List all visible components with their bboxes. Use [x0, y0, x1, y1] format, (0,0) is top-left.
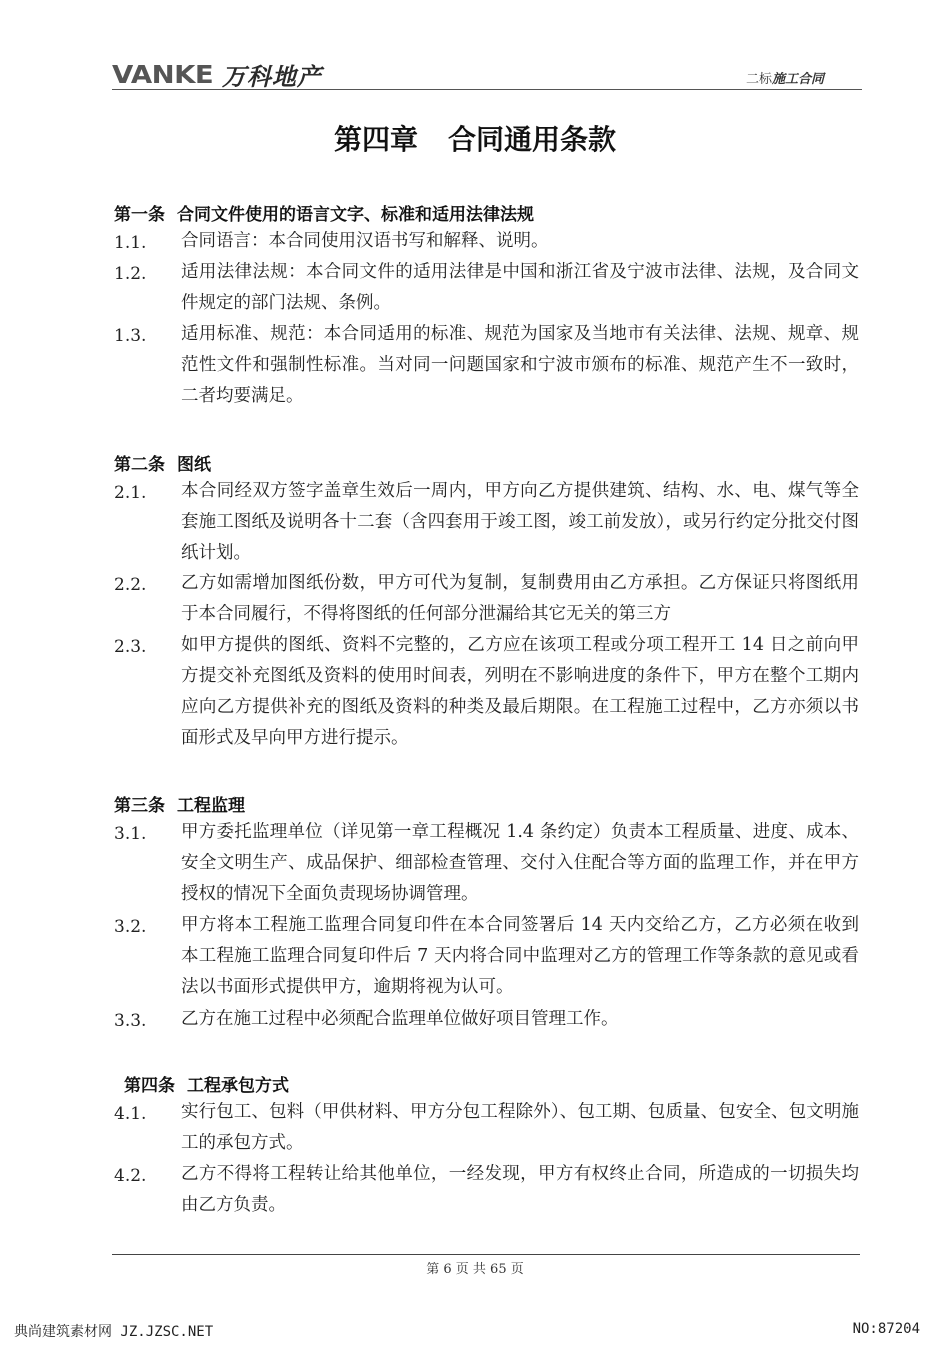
vanke-logo: [112, 59, 322, 91]
article-title: 合同文件使用的语言文字、标准和适用法律法规: [177, 205, 534, 225]
clause-text: 适用标准、规范：本合同适用的标准、规范为国家及当地市有关法律、法规、规章、规范性文件和强制性标准。当对同一问题国家和宁波市颁布的标准、规范产生不一致时，二者均要满足。: [181, 324, 859, 406]
clause-text: 甲方将本工程施工监理合同复印件在本合同签署后 14 天内交给乙方，乙方必须在收到本工程施工监理合同复印件后 7 天内将合同中监理对乙方的管理工作等条款的意见或看法以书面形式提供甲方，逾期将视为认可。: [181, 915, 859, 997]
clause-number: 2.3.: [114, 637, 147, 657]
clause-number: 2.2.: [114, 575, 147, 595]
clause-number: 4.1.: [114, 1104, 147, 1124]
watermark-site: 典尚建筑素材网 JZ.JZSC.NET: [14, 1324, 214, 1340]
clause-text: 甲方委托监理单位（详见第一章工程概况 1.4 条约定）负责本工程质量、进度、成本、安全文明生产、成品保护、细部检查管理、交付入住配合等方面的监理工作，并在甲方授权的情况下全面负责现场协调管理。: [181, 822, 859, 904]
article-number: 第一条: [114, 205, 165, 225]
header-label: [746, 68, 824, 87]
header-label-prefix: 二标: [745, 72, 772, 87]
clause-text: 乙方如需增加图纸份数，甲方可代为复制，复制费用由乙方承担。乙方保证只将图纸用于本合同履行，不得将图纸的任何部分泄漏给其它无关的第三方: [181, 573, 859, 624]
article-heading: [114, 450, 211, 475]
article-title: 图纸: [177, 455, 211, 475]
article-title: 工程监理: [177, 796, 245, 816]
chapter-number: 第四章: [333, 123, 418, 156]
clause-number: 3.3.: [114, 1011, 147, 1031]
logo-latin-text: VANKE: [112, 59, 214, 89]
article-number: 第四条: [124, 1076, 175, 1096]
header-label-bold: 施工合同: [771, 72, 824, 87]
page-number: 第 6 页 共 65 页: [426, 1262, 524, 1277]
clause-number: 1.2.: [114, 264, 147, 284]
clause-text: 合同语言：本合同使用汉语书写和解释、说明。: [181, 231, 549, 251]
article-number: 第三条: [114, 796, 165, 816]
chapter-name: 合同通用条款: [448, 123, 617, 156]
article-title: 工程承包方式: [187, 1076, 289, 1096]
article-heading: [124, 1071, 289, 1096]
article-number: 第二条: [114, 455, 165, 475]
chapter-title: [0, 118, 950, 158]
clause-text: 如甲方提供的图纸、资料不完整的，乙方应在该项工程或分项工程开工 14 日之前向甲方提交补充图纸及资料的使用时间表，列明在不影响进度的条件下，甲方在整个工期内应向乙方提供补充的图纸及资料的种类及最后期限。在工程施工过程中，乙方亦须以书面形式及早向甲方进行提示。: [181, 635, 859, 748]
watermark-number: NO:87204: [852, 1321, 920, 1337]
clause-text: 实行包工、包料（甲供材料、甲方分包工程除外）、包工期、包质量、包安全、包文明施工的承包方式。: [181, 1102, 859, 1153]
clause-number: 1.3.: [114, 326, 147, 346]
article-heading: [114, 791, 245, 816]
logo-chinese-text: 万科地产: [221, 62, 322, 91]
header-divider: [112, 89, 862, 90]
clause-number: 4.2.: [114, 1166, 147, 1186]
clause-text: 本合同经双方签字盖章生效后一周内，甲方向乙方提供建筑、结构、水、电、煤气等全套施工图纸及说明各十二套（含四套用于竣工图，竣工前发放），或另行约定分批交付图纸计划。: [181, 481, 859, 563]
clause-number: 3.2.: [114, 917, 147, 937]
clause-number: 2.1.: [114, 483, 147, 503]
clause-text: 乙方在施工过程中必须配合监理单位做好项目管理工作。: [181, 1009, 619, 1029]
clause-text: 乙方不得将工程转让给其他单位，一经发现，甲方有权终止合同，所造成的一切损失均由乙方负责。: [181, 1164, 859, 1215]
page-header: [112, 58, 862, 90]
clause-number: 3.1.: [114, 824, 147, 844]
clause-number: 1.1.: [114, 233, 147, 253]
clause-text: 适用法律法规：本合同文件的适用法律是中国和浙江省及宁波市法律、法规，及合同文件规定的部门法规、条例。: [181, 262, 859, 313]
article-heading: [114, 200, 534, 225]
footer-divider: [112, 1254, 860, 1255]
